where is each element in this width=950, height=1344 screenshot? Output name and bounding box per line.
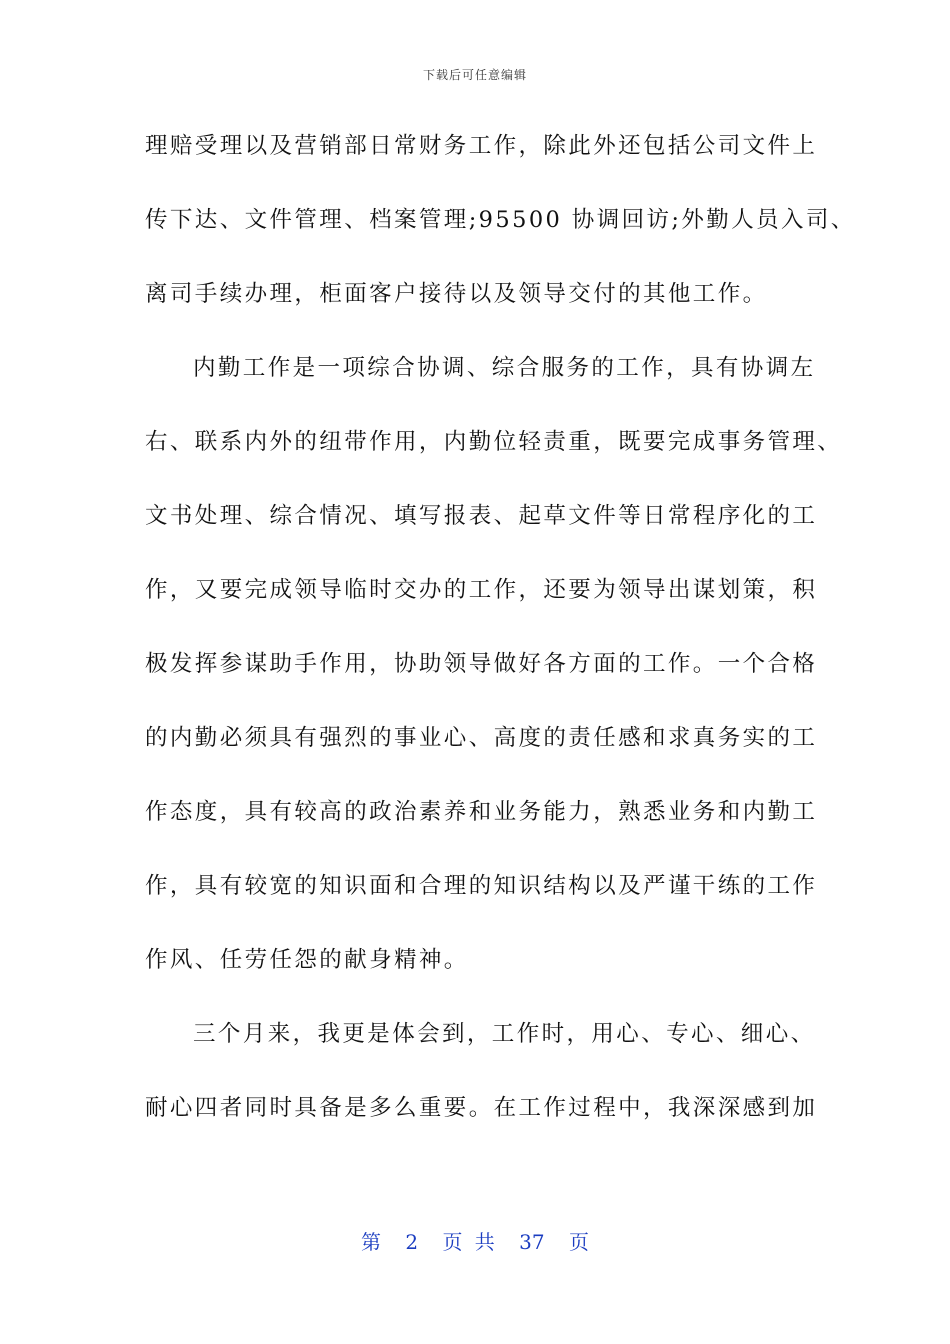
paragraph-1-line-3: 离司手续办理，柜面客户接待以及领导交付的其他工作。: [145, 281, 768, 307]
document-body: [145, 128, 856, 1164]
paragraph-2-line-1: 内勤工作是一项综合协调、综合服务的工作，具有协调左: [193, 355, 816, 381]
footer-suffix: 页: [568, 1230, 589, 1254]
paragraph-2-line-6: 的内勤必须具有强烈的事业心、高度的责任感和求真务实的工: [145, 725, 818, 751]
paragraph-3-line-1: 三个月来，我更是体会到，工作时，用心、专心、细心、: [193, 1021, 816, 1047]
paragraph-1-line-2: 传下达、文件管理、档案管理;95500 协调回访;外勤人员入司、: [145, 207, 856, 233]
footer-current-page: 2: [405, 1230, 419, 1254]
paragraph-2-line-8: 作，具有较宽的知识面和合理的知识结构以及严谨干练的工作: [145, 873, 818, 899]
paragraph-2-line-9: 作风、任劳任怨的献身精神。: [145, 947, 469, 973]
paragraph-1-line-1: 理赔受理以及营销部日常财务工作，除此外还包括公司文件上: [145, 133, 818, 159]
footer-prefix: 第: [361, 1230, 381, 1254]
paragraph-2-line-2: 右、联系内外的纽带作用，内勤位轻责重，既要完成事务管理、: [145, 429, 843, 455]
footer-total-pages: 37: [519, 1230, 545, 1254]
paragraph-2-line-3: 文书处理、综合情况、填写报表、起草文件等日常程序化的工: [145, 503, 818, 529]
page-header: 下载后可任意编辑: [422, 68, 527, 82]
paragraph-2-line-4: 作，又要完成领导临时交办的工作，还要为领导出谋划策，积: [145, 577, 818, 603]
page-footer: [0, 1226, 950, 1255]
paragraph-2-line-7: 作态度，具有较高的政治素养和业务能力，熟悉业务和内勤工: [145, 799, 818, 825]
footer-mid: 页 共: [442, 1230, 495, 1254]
paragraph-3-line-2: 耐心四者同时具备是多么重要。在工作过程中，我深深感到加: [145, 1095, 818, 1121]
paragraph-2-line-5: 极发挥参谋助手作用，协助领导做好各方面的工作。一个合格: [145, 651, 818, 677]
